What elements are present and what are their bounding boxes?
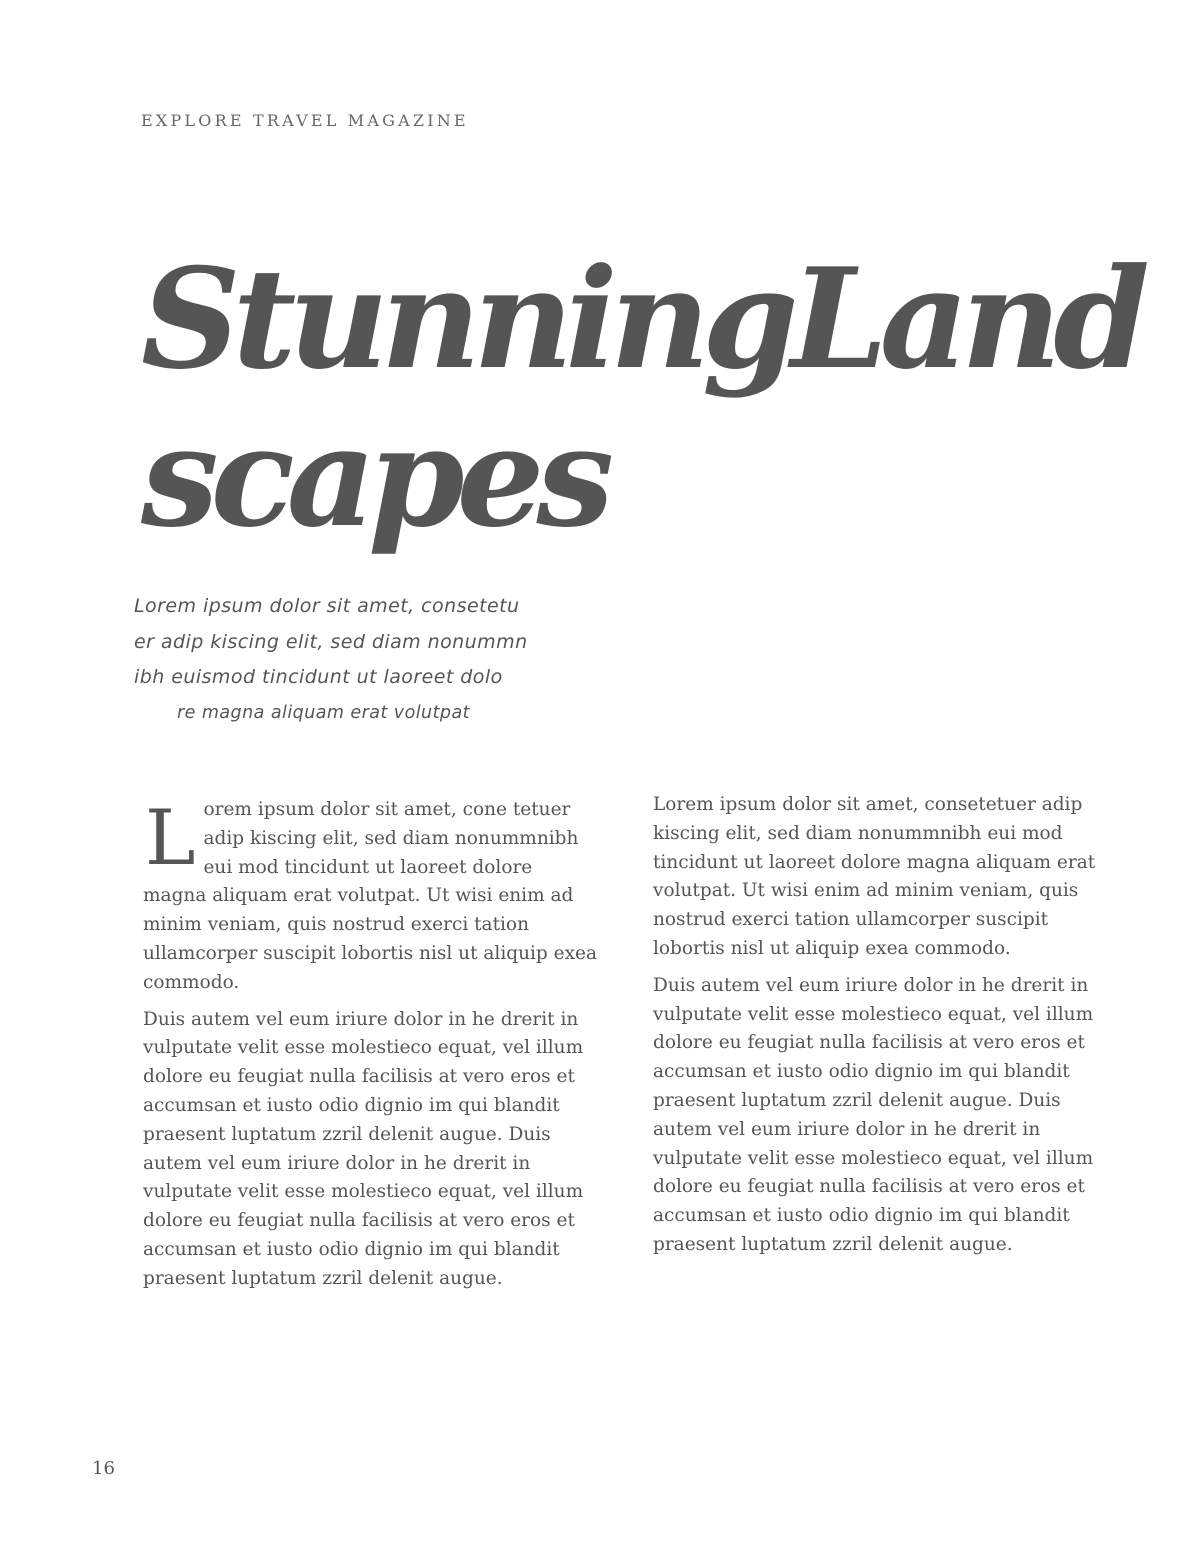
body-paragraph: Duis autem vel eum iriure dolor in he drerit in vulputate velit esse molestieco equat, vel illum dolore eu feugiat nulla facilisis at vero eros et accumsan et iusto odio dignio im qui blandit praesent luptatum zzril delenit augue. Duis autem vel eum iriure dolor in he drerit in vulputate velit esse molestieco equat, vel illum dolore eu feugiat nulla facilisis at vero eros et accumsan et iusto odio dignio im qui blandit praesent luptatum zzril delenit augue. [653,974,1094,1255]
article-title: StunningLandscapes [141,237,1142,558]
drop-cap: L [145,793,196,882]
magazine-kicker: EXPLORE TRAVEL MAGAZINE [141,111,469,130]
lede-line: er adip kiscing elit, sed diam nonummn [134,630,528,653]
lede-line: ibh euismod tincidunt ut laoreet dolo [134,666,503,688]
body-column-right [653,791,1108,1268]
page-number: 16 [92,1458,115,1479]
body-paragraph [143,793,598,998]
body-paragraph-text: orem ipsum dolor sit amet, cone tetuer adip kiscing elit, sed diam nonummnibh eui mod tincidunt ut laoreet dolore magna aliquam erat volutpat. Ut wisi enim ad minim veniam, quis nostrud exerci tation ullamcorper suscipit lobortis nisl ut aliquip exea commodo. [143,799,598,993]
lede-line: Lorem ipsum dolor sit amet, consetetu [134,595,520,617]
lede-line: re magna aliquam erat volutpat [177,702,470,723]
body-paragraph: Lorem ipsum dolor sit amet, consetetuer adip kiscing elit, sed diam nonummnibh eui mod tincidunt ut laoreet dolore magna aliquam erat volutpat. Ut wisi enim ad minim veniam, quis nostrud exerci tation ullamcorper suscipit lobortis nisl ut aliquip exea commodo. [653,794,1096,959]
body-column-left [143,793,598,1302]
body-paragraph: Duis autem vel eum iriure dolor in he drerit in vulputate velit esse molestieco equat, vel illum dolore eu feugiat nulla facilisis at vero eros et accumsan et iusto odio dignio im qui blandit praesent luptatum zzril delenit augue. Duis autem vel eum iriure dolor in he drerit in vulputate velit esse molestieco equat, vel illum dolore eu feugiat nulla facilisis at vero eros et accumsan et iusto odio dignio im qui blandit praesent luptatum zzril delenit augue. [143,1008,584,1289]
article-lede [134,589,544,731]
